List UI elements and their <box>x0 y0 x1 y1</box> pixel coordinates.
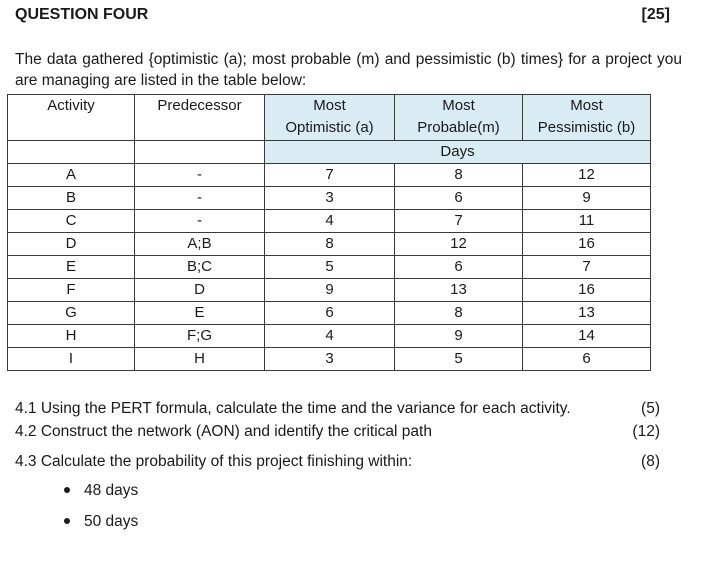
cell-activity: E <box>8 256 135 279</box>
table-row <box>8 325 651 348</box>
question-4-2 <box>15 421 660 443</box>
cell-pessimistic: 13 <box>523 302 651 325</box>
question-text: 4.3 Calculate the probability of this project finishing within: <box>15 453 413 470</box>
cell-predecessor: E <box>135 302 265 325</box>
question-4-1 <box>15 398 660 420</box>
cell-predecessor: - <box>135 164 265 187</box>
question-title: QUESTION FOUR <box>15 6 149 23</box>
cell-optimistic: 9 <box>265 279 395 302</box>
cell-optimistic: 8 <box>265 233 395 256</box>
question-total-marks: [25] <box>641 6 670 23</box>
cell-optimistic: 4 <box>265 210 395 233</box>
cell-activity: C <box>8 210 135 233</box>
table-row <box>8 302 651 325</box>
cell-pessimistic: 12 <box>523 164 651 187</box>
table-row <box>8 187 651 210</box>
activity-table <box>7 94 651 371</box>
cell-optimistic: 5 <box>265 256 395 279</box>
cell-predecessor: - <box>135 210 265 233</box>
table-header-row <box>8 95 651 141</box>
cell-probable: 13 <box>395 279 523 302</box>
table-unit-row <box>8 141 651 164</box>
bullet-text: 50 days <box>84 513 139 530</box>
cell-probable: 5 <box>395 348 523 371</box>
cell-probable: 9 <box>395 325 523 348</box>
unit-empty-cell <box>135 141 265 164</box>
cell-activity: A <box>8 164 135 187</box>
table-row <box>8 256 651 279</box>
question-4-3 <box>15 451 660 473</box>
cell-predecessor: D <box>135 279 265 302</box>
bullet-item <box>64 480 138 502</box>
cell-probable: 12 <box>395 233 523 256</box>
cell-probable: 6 <box>395 256 523 279</box>
cell-predecessor: - <box>135 187 265 210</box>
table-row <box>8 279 651 302</box>
bullet-dot-icon <box>64 487 70 493</box>
header-optimistic: Most Optimistic (a) <box>265 95 395 141</box>
intro-paragraph: The data gathered {optimistic (a); most probable (m) and pessimistic (b) times} for a project you are managing are listed in the table below: <box>15 51 682 89</box>
question-marks: (8) <box>641 453 660 470</box>
cell-activity: I <box>8 348 135 371</box>
cell-probable: 8 <box>395 302 523 325</box>
cell-pessimistic: 14 <box>523 325 651 348</box>
header-days: Days <box>265 141 651 164</box>
question-marks: (5) <box>641 400 660 417</box>
header-pessimistic: Most Pessimistic (b) <box>523 95 651 141</box>
bullet-text: 48 days <box>84 482 139 499</box>
bullet-dot-icon <box>64 518 70 524</box>
cell-predecessor: A;B <box>135 233 265 256</box>
unit-empty-cell <box>8 141 135 164</box>
cell-activity: B <box>8 187 135 210</box>
cell-activity: D <box>8 233 135 256</box>
header-activity: Activity <box>8 95 135 141</box>
cell-optimistic: 6 <box>265 302 395 325</box>
question-marks: (12) <box>632 423 660 440</box>
cell-activity: H <box>8 325 135 348</box>
cell-optimistic: 3 <box>265 187 395 210</box>
cell-optimistic: 7 <box>265 164 395 187</box>
cell-pessimistic: 16 <box>523 279 651 302</box>
table-row <box>8 210 651 233</box>
cell-activity: G <box>8 302 135 325</box>
table-row <box>8 233 651 256</box>
cell-activity: F <box>8 279 135 302</box>
header-probable: Most Probable(m) <box>395 95 523 141</box>
cell-probable: 6 <box>395 187 523 210</box>
cell-pessimistic: 6 <box>523 348 651 371</box>
cell-optimistic: 3 <box>265 348 395 371</box>
cell-pessimistic: 16 <box>523 233 651 256</box>
question-text: 4.1 Using the PERT formula, calculate the time and the variance for each activity. <box>15 400 571 417</box>
header-predecessor: Predecessor <box>135 95 265 141</box>
cell-predecessor: F;G <box>135 325 265 348</box>
cell-pessimistic: 9 <box>523 187 651 210</box>
cell-probable: 8 <box>395 164 523 187</box>
cell-probable: 7 <box>395 210 523 233</box>
question-text: 4.2 Construct the network (AON) and identify the critical path <box>15 423 432 440</box>
cell-predecessor: B;C <box>135 256 265 279</box>
bullet-item <box>64 511 138 533</box>
table-row <box>8 348 651 371</box>
table-row <box>8 164 651 187</box>
cell-optimistic: 4 <box>265 325 395 348</box>
table-body <box>8 164 651 371</box>
cell-pessimistic: 11 <box>523 210 651 233</box>
cell-predecessor: H <box>135 348 265 371</box>
cell-pessimistic: 7 <box>523 256 651 279</box>
